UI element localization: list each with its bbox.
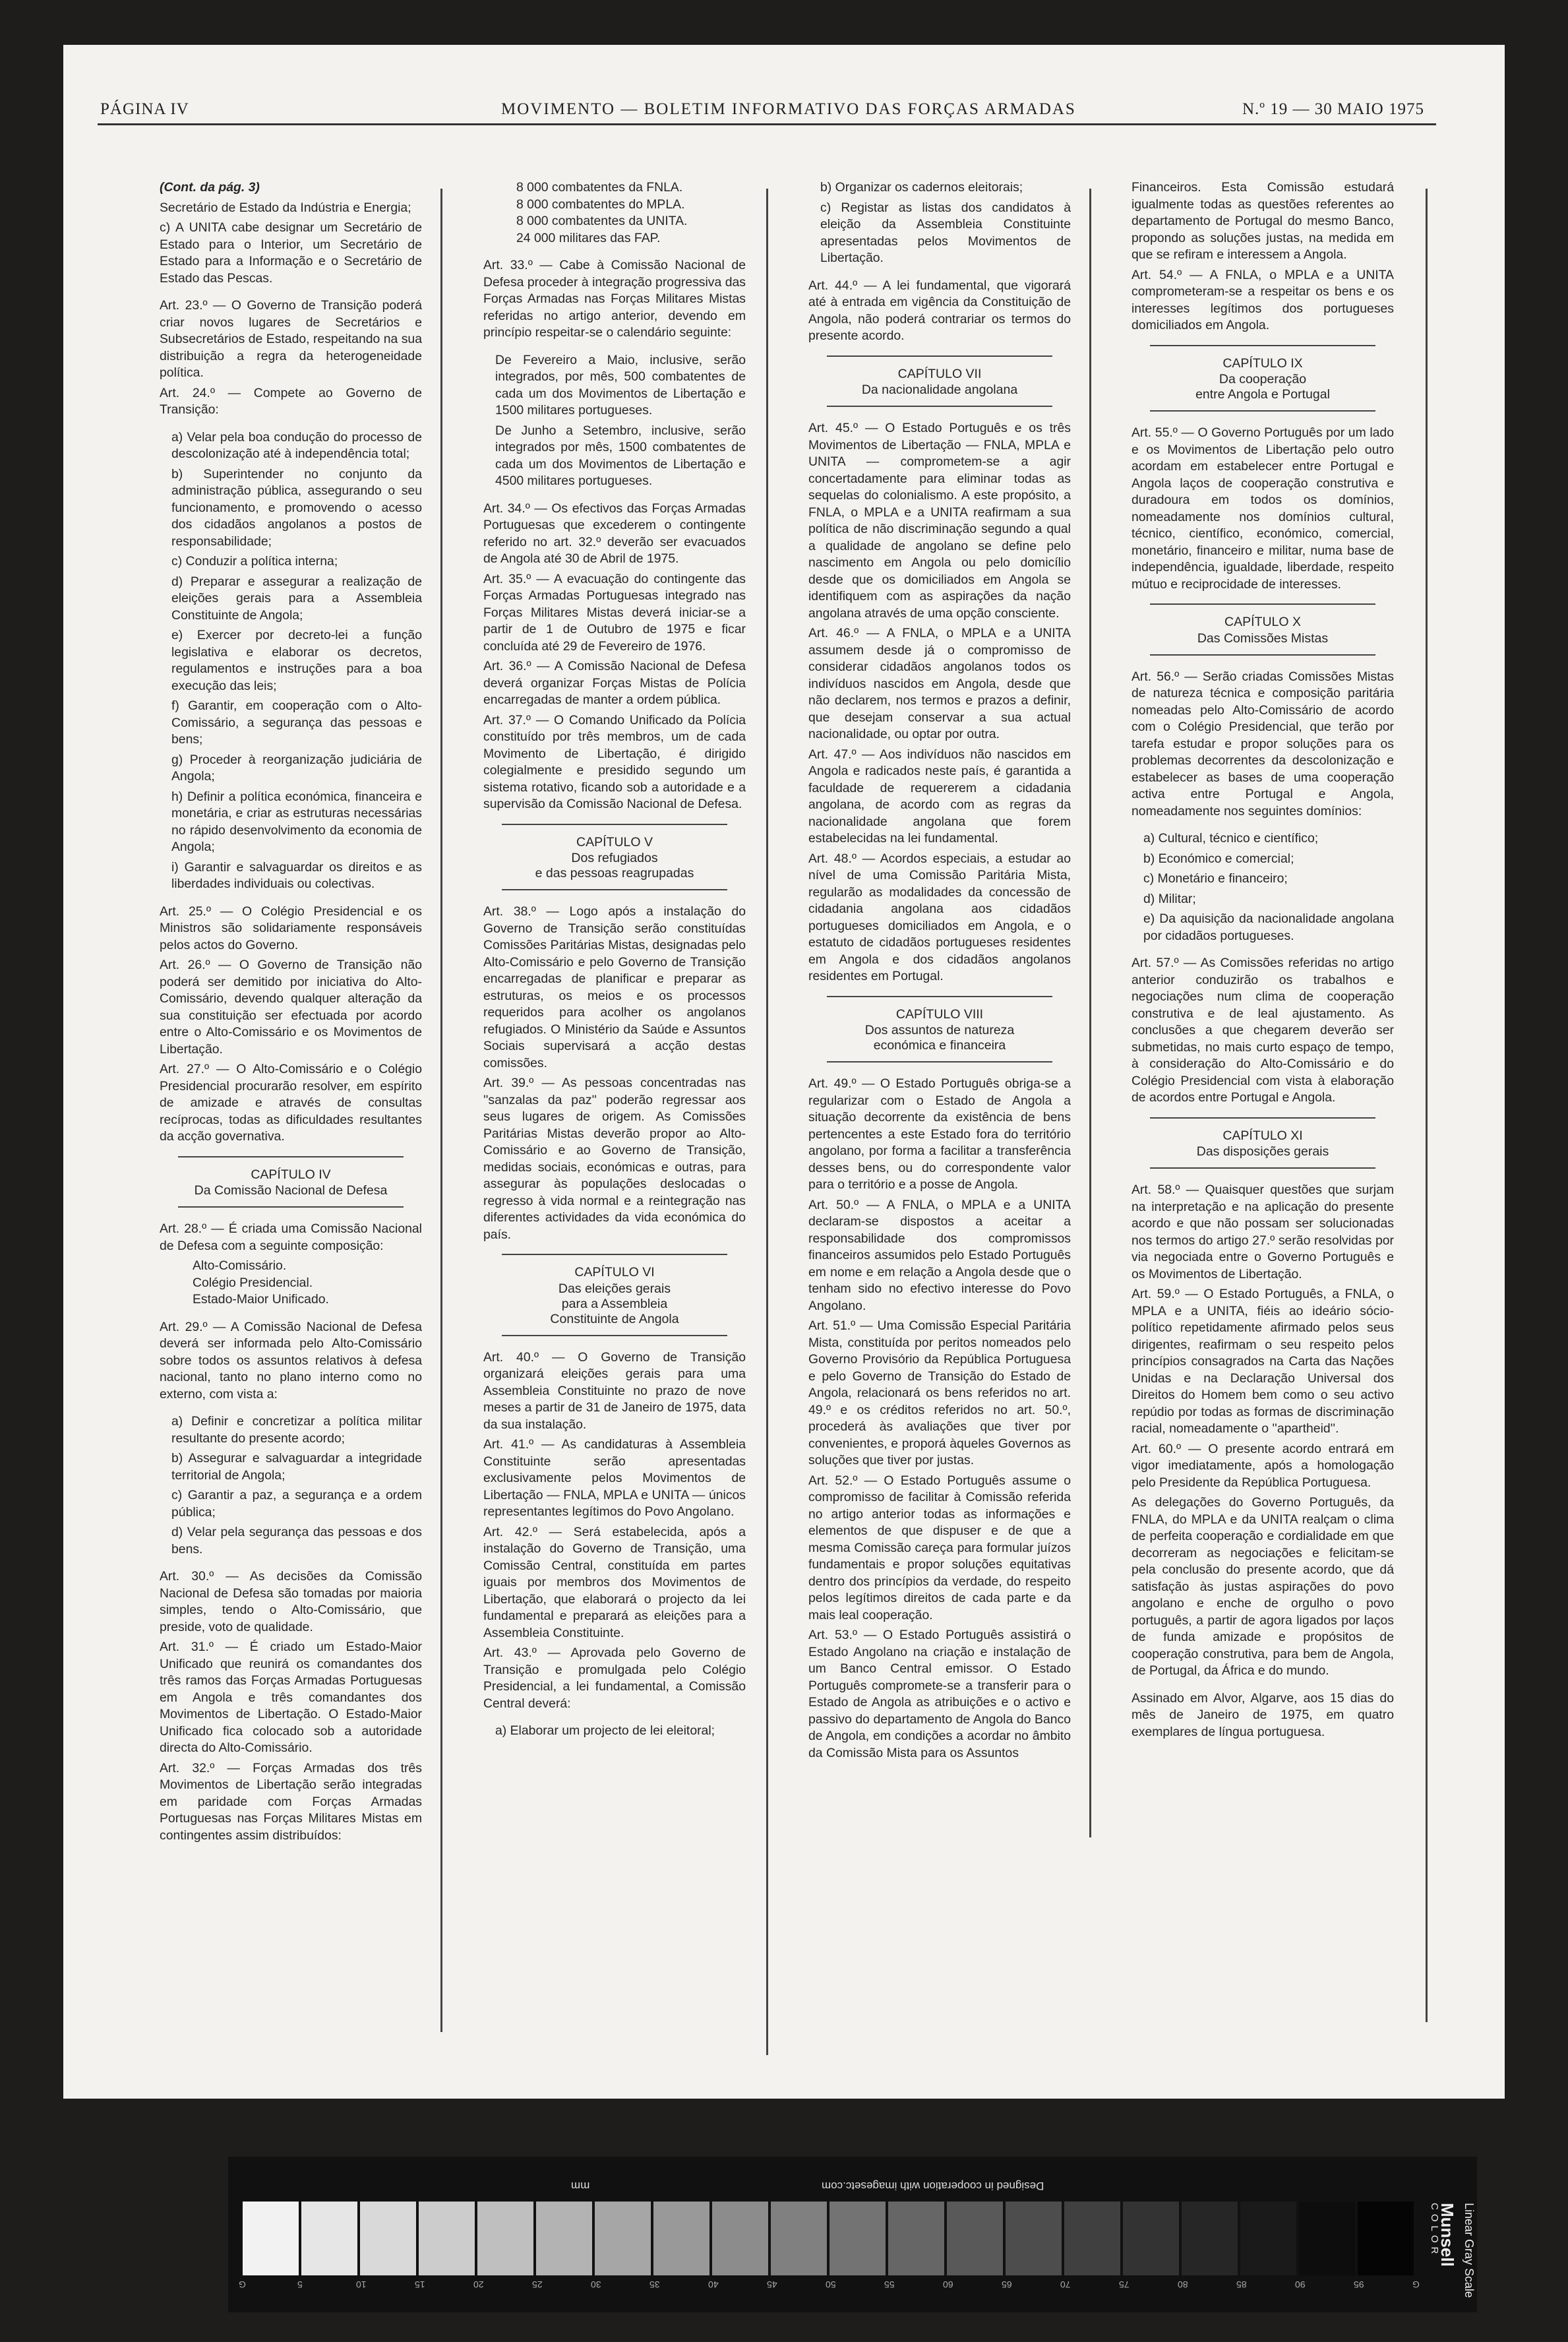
paragraph: d) Militar; — [1143, 891, 1196, 906]
paragraph: Art. 30.º — As decisões da Comissão Nacional de Defesa são tomadas por maioria simples, tendo o Alto-Comissário, que preside, voto de qualidade. — [160, 1569, 422, 1634]
chapter-rule — [1150, 410, 1375, 412]
gray-swatch — [653, 2202, 709, 2275]
scale-number: 95 — [1354, 2279, 1364, 2290]
paragraph: Art. 47.º — Aos indivíduos não nascidos em Angola e radicados neste país, é garantida a faculdade de requererem a cidadania angolana, de acordo com as regras da nacionalidade angolana que forem estabelecidas na lei fundamental. — [808, 747, 1071, 846]
chapter-subtitle: Dos refugiados e das pessoas reagrupadas — [535, 851, 694, 880]
paragraph: Art. 40.º — O Governo de Transição organizará eleições gerais para uma Assembleia Constituinte no prazo de nove meses a partir de 31 de Janeiro de 1975, data da sua instalação. — [483, 1349, 746, 1432]
paragraph: b) Organizar os cadernos eleitorais; — [820, 180, 1023, 195]
paragraph: b) Económico e comercial; — [1143, 851, 1294, 866]
column-4 — [1131, 179, 1394, 1744]
chapter-subtitle: Das Comissões Mistas — [1197, 631, 1329, 646]
paragraph: b) Superintender no conjunto da administração pública, assegurando o seu funcionamento, e promovendo o acesso dos cidadãos angolanos a postos de responsabilidade; — [171, 466, 422, 549]
column-divider — [440, 189, 442, 2032]
gray-swatch — [595, 2202, 651, 2275]
chapter-subtitle: Da Comissão Nacional de Defesa — [194, 1183, 388, 1198]
gray-swatch — [360, 2202, 416, 2275]
chapter-rule — [1150, 1117, 1375, 1119]
chapter-title: CAPÍTULO VII — [897, 366, 982, 381]
paragraph: Art. 26.º — O Governo de Transição não poderá ser demitido por iniciativa do Alto-Comissário, devendo qualquer alteração da sua constituição ser efectuada por acordo entre o Alto-Comissário e os Movimentos de Libertação. — [160, 958, 422, 1057]
paragraph: Assinado em Alvor, Algarve, aos 15 dias do mês de Janeiro de 1975, em quatro exemplares de língua portuguesa. — [1131, 1690, 1394, 1739]
gray-swatch — [888, 2202, 944, 2275]
chapter-subtitle: Das eleições gerais para a Assembleia Constituinte de Angola — [550, 1281, 679, 1326]
paragraph: 24 000 militares das FAP. — [516, 230, 661, 245]
gray-swatch — [1182, 2202, 1238, 2275]
column-divider — [1426, 189, 1428, 2022]
paragraph: c) Garantir a paz, a segurança e a ordem pública; — [171, 1488, 422, 1520]
masthead-title: MOVIMENTO — BOLETIM INFORMATIVO DAS FORÇAS ARMADAS — [501, 100, 1076, 118]
gray-swatch — [536, 2202, 592, 2275]
chapter-rule — [827, 406, 1052, 407]
paragraph: Art. 43.º — Aprovada pelo Governo de Transição e promulgada pelo Colégio Presidencial, a lei fundamental, a Comissão Central deverá: — [483, 1646, 746, 1711]
scale-number: 40 — [708, 2279, 719, 2290]
paragraph: d) Velar pela segurança das pessoas e dos bens. — [171, 1525, 422, 1556]
paragraph: a) Cultural, técnico e científico; — [1143, 831, 1319, 846]
paragraph: d) Preparar e assegurar a realização de eleições gerais para a Assembleia Constituinte de Angola; — [171, 574, 422, 623]
scale-number: G — [1412, 2279, 1420, 2290]
chapter-heading — [1131, 345, 1394, 412]
scale-number: 30 — [591, 2279, 601, 2290]
gray-swatch-strip — [243, 2202, 1416, 2275]
paragraph: Art. 60.º — O presente acordo entrará em vigor imediatamente, após a homologação pelo Presidente da República Portuguesa. — [1131, 1441, 1394, 1490]
scale-name: Linear Gray Scale — [1462, 2203, 1476, 2298]
chapter-title: CAPÍTULO IV — [251, 1167, 331, 1182]
scale-number: 60 — [943, 2279, 953, 2290]
scale-number: 20 — [473, 2279, 484, 2290]
gray-swatch — [1006, 2202, 1062, 2275]
scale-number: G — [239, 2279, 246, 2290]
chapter-heading — [1131, 603, 1394, 656]
chapter-title: CAPÍTULO VI — [574, 1265, 655, 1279]
paragraph: Art. 56.º — Serão criadas Comissões Mistas de natureza técnica e composição paritária nomeadas pelo Alto-Comissário de acordo com o Colégio Presidencial, que terão por tarefa estudar e propor soluções para os problemas decorrentes da descolonização e estabelecer as bases de uma cooperação activa entre Portugal e Angola, nomeadamente nos seguintes domínios: — [1131, 669, 1394, 818]
gray-swatch — [419, 2202, 475, 2275]
brand-sub: COLOR — [1429, 2203, 1440, 2258]
paragraph: As delegações do Governo Português, da FNLA, do MPLA e da UNITA realçam o clima de perfeita cooperação e cordialidade em que decorreram as negociações e felicitam-se pela conclusão do presente acordo, que dá satisfação às justas aspirações do povo angolano e enche de orgulho o povo português, a partir de agora ligados por laços de funda amizade e propósitos de cooperação construtiva, para bem de Angola, de Portugal, da África e do mundo. — [1131, 1495, 1394, 1678]
gray-swatch — [1358, 2202, 1414, 2275]
paragraph: e) Da aquisição da nacionalidade angolana por cidadãos portugueses. — [1143, 911, 1394, 943]
paragraph: Art. 38.º — Logo após a instalação do Governo de Transição serão constituídas Comissões Paritárias Mistas, designadas pelo Alto-Comissário e pelo Governo de Transição encarregadas de planificar e preparar as estruturas, os meios e os processos requeridos para acolher os angolanos refugiados. O Ministério da Saúde e Assuntos Sociais supervisará a acção destas comissões. — [483, 904, 746, 1070]
gray-swatch — [712, 2202, 768, 2275]
gray-scale-card — [228, 2157, 1477, 2312]
paragraph: Art. 51.º — Uma Comissão Especial Paritária Mista, constituída por peritos nomeados pelo Governo Provisório da República Portuguesa e pelo Governo de Transição do Estado de Angola, relacionará os bens referidos no art. 49.º e os créditos referidos no art. 50.º, procederá às avaliações que tiver por convenientes, e proporá àqueles Governos as soluções que tiver por justas. — [808, 1318, 1071, 1467]
paragraph: Art. 36.º — A Comissão Nacional de Defesa deverá organizar Forças Mistas de Polícia encarregadas de manter a ordem pública. — [483, 659, 746, 707]
munsell-logo — [1418, 2176, 1476, 2298]
paragraph: Art. 52.º — O Estado Português assume o compromisso de facilitar à Comissão referida no artigo anterior todas as informações e elementos de que dispuser e de que a mesma Comissão careça para formular juízos fundamentais e propor soluções equitativas dentro dos princípios da verdade, do respeito pelos legítimos direitos de cada parte e da mais leal cooperação. — [808, 1473, 1071, 1622]
paragraph: Art. 44.º — A lei fundamental, que vigorará até à entrada em vigência da Constituição de Angola, não poderá contrariar os termos do presente acordo. — [808, 278, 1071, 343]
chapter-title: CAPÍTULO X — [1224, 615, 1301, 629]
scale-number: 50 — [826, 2279, 836, 2290]
paragraph: Art. 33.º — Cabe à Comissão Nacional de Defesa proceder à integração progressiva das Forças Armadas nas Forças Militares Mistas referidas no artigo anterior, devendo em princípio respeitar-se o calendário seguinte: — [483, 258, 746, 340]
page-number: PÁGINA IV — [100, 100, 189, 118]
paragraph: Art. 25.º — O Colégio Presidencial e os Ministros são solidariamente responsáveis pelos actos do Governo. — [160, 904, 422, 952]
scale-number: 85 — [1236, 2279, 1247, 2290]
scale-number: 75 — [1119, 2279, 1130, 2290]
chapter-rule — [827, 1061, 1052, 1063]
paragraph: g) Proceder à reorganização judiciária de Angola; — [171, 752, 422, 784]
chapter-heading — [808, 996, 1071, 1063]
chapter-heading — [808, 355, 1071, 408]
paragraph: Secretário de Estado da Indústria e Energia; — [160, 200, 411, 215]
paragraph: De Fevereiro a Maio, inclusive, serão integrados, por mês, 500 combatentes de cada um dos Movimentos de Libertação e 1500 militares portugueses. — [495, 352, 746, 417]
gray-swatch — [243, 2202, 299, 2275]
paragraph: f) Garantir, em cooperação com o Alto-Comissário, a segurança das pessoas e bens; — [171, 698, 422, 747]
chapter-rule — [1150, 345, 1375, 346]
paragraph: a) Velar pela boa condução do processo de descolonização até à independência total; — [171, 429, 422, 461]
scale-number: 25 — [532, 2279, 543, 2290]
paragraph: h) Definir a política económica, financeira e monetária, e criar as estruturas necessárias no rápido desenvolvimento da economia de Angola; — [171, 789, 422, 854]
paragraph: Art. 24.º — Compete ao Governo de Transição: — [160, 385, 422, 417]
chapter-heading — [483, 1254, 746, 1336]
chapter-subtitle: Dos assuntos de natureza económica e financeira — [864, 1023, 1015, 1053]
chapter-title: CAPÍTULO XI — [1222, 1128, 1303, 1143]
paragraph: Art. 35.º — A evacuação do contingente das Forças Armadas Portuguesas integrado nas Forças Militares Mistas deverá iniciar-se a partir de 1 de Outubro de 1975 e ficar concluída até 29 de Fevereiro de 1976. — [483, 571, 746, 654]
header-rule — [98, 123, 1436, 125]
scale-number: 45 — [767, 2279, 777, 2290]
chapter-heading — [160, 1156, 422, 1208]
gray-swatch — [947, 2202, 1003, 2275]
paragraph: a) Definir e concretizar a política militar resultante do presente acordo; — [171, 1414, 422, 1446]
column-divider — [1089, 189, 1091, 1837]
gray-swatch — [301, 2202, 357, 2275]
paragraph: Art. 45.º — O Estado Português e os três Movimentos de Libertação — FNLA, MPLA e UNITA — comprometem-se a agir concertadamente para eliminar todas as sequelas do colonialismo. A este propósito, a FNLA, o MPLA e a UNITA reafirmam a sua política de não discriminação segundo a qual a qualidade de angolano se define pelo nascimento em Angola ou pelo domicílio desde que os domiciliados em Angola se identifiquem com as aspirações da nação angolana através de uma opção consciente. — [808, 421, 1071, 621]
paragraph: Art. 27.º — O Alto-Comissário e o Colégio Presidencial procurarão resolver, em espírito de amizade e através de consultas recíprocas, todas as dificuldades resultantes da acção governativa. — [160, 1062, 422, 1144]
chapter-heading — [483, 824, 746, 891]
paragraph: Financeiros. Esta Comissão estudará igualmente todas as questões referentes ao departamento de Portugal do mesmo Banco, propondo as soluções justas, na medida em que se refiram e interessem a Angola. — [1131, 180, 1394, 262]
chapter-subtitle: Das disposições gerais — [1196, 1144, 1329, 1159]
paragraph: c) Conduzir a política interna; — [171, 554, 338, 569]
chapter-subtitle: Da cooperação entre Angola e Portugal — [1195, 372, 1330, 402]
paragraph: Art. 53.º — O Estado Português assistirá o Estado Angolano na criação e instalação de um Banco Central emissor. O Estado Português compromete-se a transferir para o Estado de Angola as atribuições e o activo e passivo do departamento de Angola do Banco de Angola, em condições a acordar no âmbito da Comissão Mista para os Assuntos — [808, 1628, 1071, 1760]
paragraph: Art. 49.º — O Estado Português obriga-se a regularizar com o Estado de Angola a situação decorrente da existência de bens pertencentes a este Estado fora do território angolano, por forma a facilitar a transferência desses bens, ou do correspondente valor para o território e a posse de Angola. — [808, 1076, 1071, 1192]
scale-number: 5 — [297, 2279, 303, 2290]
column-divider — [766, 189, 768, 2055]
scale-number: 80 — [1178, 2279, 1188, 2290]
paragraph: 8 000 combatentes da FNLA. — [516, 180, 683, 195]
card-credit: Designed in cooperation with imagesetc.com — [822, 2180, 1044, 2192]
paragraph: Art. 46.º — A FNLA, o MPLA e a UNITA assumem desde já o compromisso de considerar cidadãos angolanos todos os indivíduos nascidos em Angola, desde que não declarem, nos termos e prazos a definir, que desejam conservar a sua actual nacionalidade, ou optar por outra. — [808, 626, 1071, 741]
gray-swatch — [477, 2202, 533, 2275]
chapter-heading — [1131, 1117, 1394, 1169]
paragraph: a) Elaborar um projecto de lei eleitoral; — [495, 1723, 715, 1738]
paragraph: i) Garantir e salvaguardar os direitos e as liberdades individuais ou colectivas. — [171, 859, 422, 891]
scale-number: 15 — [415, 2279, 425, 2290]
scale-number: 35 — [649, 2279, 660, 2290]
paragraph: Art. 54.º — A FNLA, o MPLA e a UNITA comprometeram-se a respeitar os bens e os interesses legítimos dos portugueses domiciliados em Angola. — [1131, 267, 1394, 332]
scale-number: 65 — [1002, 2279, 1012, 2290]
paragraph: Art. 32.º — Forças Armadas dos três Movimentos de Libertação serão integradas em paridade com Forças Armadas Portuguesas nas Forças Militares Mistas em contingentes assim distribuídos: — [160, 1760, 422, 1843]
paragraph: Art. 55.º — O Governo Português por um lado e os Movimentos de Libertação pelo outro acordam em estabelecer entre Portugal e Angola laços de cooperação construtiva e duradoura em todos os domínios, nomeadamente nos domínios cultural, técnico, científico, económico, comercial, monetário, financeiro e militar, numa base de independência, igualdade, liberdade, respeito mútuo e reciprocidade de interesses. — [1131, 425, 1394, 592]
column-2 — [483, 179, 746, 1743]
paragraph: c) A UNITA cabe designar um Secretário de Estado para o Interior, um Secretário de Estado para a Informação e o Secretário de Estado das Pescas. — [160, 220, 422, 286]
scale-number: 10 — [356, 2279, 367, 2290]
gray-swatch — [1064, 2202, 1120, 2275]
paragraph: b) Assegurar e salvaguardar a integridade territorial de Angola; — [171, 1451, 422, 1483]
scale-number: 90 — [1295, 2279, 1306, 2290]
issue-date: N.º 19 — 30 MAIO 1975 — [1242, 100, 1424, 118]
column-3 — [808, 179, 1071, 1765]
chapter-rule — [502, 824, 727, 825]
chapter-rule — [178, 1156, 404, 1157]
chapter-title: CAPÍTULO V — [576, 834, 653, 849]
paragraph: Art. 39.º — As pessoas concentradas nas ''sanzalas da paz'' poderão regressar aos seus lugares de origem. As Comissões Paritárias Mistas deverão propor ao Alto-Comissário e ao Governo de Transição, medidas sociais, económicas e outras, para assegurar às populações deslocadas o regresso à vida normal e a reintegração nas diferentes actividades da vida económica do país. — [483, 1076, 746, 1242]
chapter-rule — [1150, 1167, 1375, 1169]
chapter-rule — [827, 996, 1052, 997]
paragraph: c) Monetário e financeiro; — [1143, 871, 1288, 886]
paragraph: Estado-Maior Unificado. — [193, 1292, 329, 1307]
paragraph: De Junho a Setembro, inclusive, serão integrados por mês, 1500 combatentes de cada um dos Movimentos de Libertação e 4500 militares portugueses. — [495, 423, 746, 488]
paragraph: 8 000 combatentes da UNITA. — [516, 214, 688, 228]
paragraph: Art. 57.º — As Comissões referidas no artigo anterior conduzirão os trabalhos e negociações num clima de cooperação construtiva e de leal ajustamento. As conclusões a que chegarem deverão ser submetidas, no mais curto espaço de tempo, à consideração do Alto-Comissário e do Colégio Presidencial com vista à elaboração de acordos entre Portugal e Angola. — [1131, 956, 1394, 1105]
chapter-rule — [502, 1335, 727, 1336]
chapter-rule — [502, 889, 727, 890]
paragraph: Art. 34.º — Os efectivos das Forças Armadas Portuguesas que excederem o contingente referido no art. 32.º deverão ser evacuados de Angola até 30 de Abril de 1975. — [483, 501, 746, 566]
paragraph: Art. 59.º — O Estado Português, a FNLA, o MPLA e a UNITA, fiéis ao ideário sócio-político repetidamente afirmado pelos seus dirigentes, reafirmam o seu respeito pelos princípios consagrados na Carta das Nações Unidas e na Declaração Universal dos Direitos do Homem bem como o seu activo repúdio por todas as formas de discriminação racial, nomeadamente o ''apartheid''. — [1131, 1287, 1394, 1436]
scale-number: 55 — [884, 2279, 895, 2290]
chapter-rule — [827, 355, 1052, 357]
chapter-rule — [178, 1206, 404, 1208]
gray-swatch — [829, 2202, 886, 2275]
paragraph: Art. 41.º — As candidaturas à Assembleia Constituinte serão apresentadas exclusivamente pelos Movimentos de Libertação — FNLA, MPLA e UNITA — únicos representantes legítimos do Povo Angolano. — [483, 1437, 746, 1519]
paragraph: Art. 58.º — Quaisquer questões que surjam na interpretação e na aplicação do presente acordo e que não possam ser solucionadas nos termos do artigo 27.º serão resolvidas por via negociada entre o Governo Português e os Movimentos de Libertação. — [1131, 1183, 1394, 1281]
paragraph: Colégio Presidencial. — [193, 1275, 313, 1290]
paragraph: Art. 42.º — Será estabelecida, após a instalação do Governo de Transição, uma Comissão Central, constituída em partes iguais por membros dos Movimentos de Libertação, que elaborará o projecto da lei fundamental e preparará as eleições para a Assembleia Constituinte. — [483, 1524, 746, 1640]
chapter-subtitle: Da nacionalidade angolana — [861, 383, 1018, 397]
paragraph: Art. 48.º — Acordos especiais, a estudar ao nível de uma Comissão Paritária Mista, regularão as modalidades da concessão de cidadania angolana aos cidadãos portugueses domiciliados em Angola, e o estatuto de cidadãos portugueses residentes em Angola e dos cidadãos angolanos residentes em Portugal. — [808, 851, 1071, 983]
chapter-rule — [502, 1254, 727, 1255]
paragraph: Alto-Comissário. — [193, 1258, 287, 1273]
paragraph: (Cont. da pág. 3) — [160, 180, 260, 195]
chapter-title: CAPÍTULO VIII — [895, 1006, 984, 1022]
paragraph: Art. 23.º — O Governo de Transição poderá criar novos lugares de Secretários e Subsecretários de Estado, respeitando na sua distribuição a regra da heterogeneidade política. — [160, 298, 422, 380]
card-unit: mm — [571, 2180, 590, 2192]
gray-swatch — [1299, 2202, 1355, 2275]
paragraph: Art. 28.º — É criada uma Comissão Nacional de Defesa com a seguinte composição: — [160, 1221, 422, 1253]
scale-number: 70 — [1060, 2279, 1071, 2290]
brand-name: Munsell — [1437, 2203, 1457, 2267]
paragraph: Art. 31.º — É criado um Estado-Maior Unificado que reunirá os comandantes dos três ramos das Forças Armadas Portuguesas em Angola e três comandantes dos Movimentos de Libertação. O Estado-Maior Unificado fica colocado sob a autoridade directa do Alto-Comissário. — [160, 1640, 422, 1755]
paragraph: 8 000 combatentes do MPLA. — [516, 197, 685, 212]
chapter-rule — [1150, 603, 1375, 605]
paragraph: c) Registar as listas dos candidatos à eleição da Assembleia Constituinte apresentadas pelos Movimentos de Libertação. — [820, 200, 1071, 265]
gray-swatch — [1240, 2202, 1296, 2275]
paragraph: e) Exercer por decreto-lei a função legislativa e elaborar os decretos, regulamentos e instruções para a boa execução das leis; — [171, 628, 422, 693]
gray-swatch — [1123, 2202, 1179, 2275]
column-1 — [160, 179, 422, 1847]
chapter-rule — [1150, 654, 1375, 656]
chapter-title: CAPÍTULO IX — [1222, 355, 1303, 371]
paragraph: Art. 29.º — A Comissão Nacional de Defesa deverá ser informada pelo Alto-Comissário sobre todos os assuntos relativos à defesa nacional, tanto no plano interno como no externo, com vista a: — [160, 1319, 422, 1402]
paragraph: Art. 50.º — A FNLA, o MPLA e a UNITA declaram-se dispostos a aceitar a responsabilidade dos compromissos financeiros assumidos pelo Estado Português em nome e em relação a Angola desde que o tenham sido no efectivo interesse do Povo Angolano. — [808, 1197, 1071, 1313]
paragraph: Art. 37.º — O Comando Unificado da Polícia constituído por três membros, um de cada Movimento de Libertação, é dirigido colegialmente e presidido segundo um sistema rotativo, ficando sob a autoridade e a supervisão da Comissão Nacional de Defesa. — [483, 712, 746, 811]
gray-swatch — [771, 2202, 827, 2275]
